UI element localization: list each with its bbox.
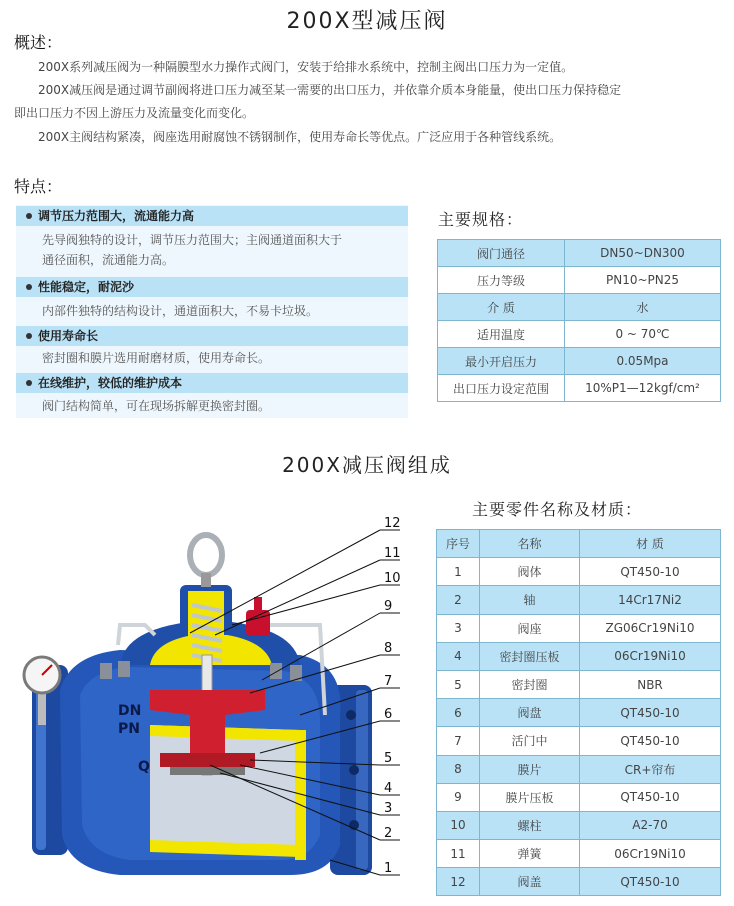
svg-text:Q: Q — [138, 759, 150, 775]
callout-labels — [384, 516, 401, 876]
pilot-valve — [246, 597, 270, 636]
table-row — [437, 840, 721, 868]
callout-label: 8 — [384, 641, 393, 656]
overview-paragraph-3: 200X主阀结构紧凑，阀座选用耐腐蚀不锈钢制作，使用寿命长等优点。广泛应用于各种管线系统。 — [38, 130, 562, 144]
table-cell: 1 — [437, 558, 480, 586]
table-cell: 12 — [437, 868, 480, 896]
overview-paragraph-2-cont: 即出口压力不因上游压力及流量变化而变化。 — [14, 106, 255, 120]
table-cell: 膜片压板 — [480, 783, 580, 811]
composition-title: 200X减压阀组成 — [282, 453, 452, 477]
table-cell: 6 — [437, 699, 480, 727]
table-cell: 轴 — [480, 586, 580, 614]
parts-heading: 主要零件名称及材质： — [472, 500, 643, 519]
table-cell: 11 — [437, 840, 480, 868]
table-row: 最小开启压力 0.05Mpa — [438, 348, 721, 375]
cutaway-section — [150, 725, 306, 860]
callout-label: 11 — [384, 546, 401, 561]
bullet-icon — [26, 284, 32, 290]
table-cell: 弹簧 — [480, 840, 580, 868]
table-row — [437, 699, 721, 727]
feature-desc: 密封圈和膜片选用耐磨材质，使用寿命长。 — [42, 351, 271, 365]
table-cell: 2 — [437, 586, 480, 614]
table-row — [437, 755, 721, 783]
table-row — [437, 783, 721, 811]
callout-label: 3 — [384, 801, 393, 816]
parts-table — [436, 529, 721, 896]
table-cell: 8 — [437, 755, 480, 783]
body-marking: DN — [118, 703, 142, 719]
callout-label: 2 — [384, 826, 393, 841]
callout-label: 6 — [384, 707, 393, 722]
callout-label: 7 — [384, 674, 393, 689]
table-cell: 4 — [437, 642, 480, 670]
bullet-icon — [26, 333, 32, 339]
table-cell: CR+帘布 — [580, 755, 721, 783]
valve-cutaway-diagram — [0, 515, 430, 906]
table-row: 出口压力设定范围 10%P1—12kgf/cm² — [438, 375, 721, 402]
table-header-row: 序号 名称 材 质 — [437, 530, 721, 558]
table-cell: 06Cr19Ni10 — [580, 840, 721, 868]
table-cell: QT450-10 — [580, 699, 721, 727]
bullet-icon — [26, 380, 32, 386]
table-row — [437, 727, 721, 755]
table-cell: QT450-10 — [580, 868, 721, 896]
table-cell: 密封圈压板 — [480, 642, 580, 670]
table-row — [437, 614, 721, 642]
table-cell: A2-70 — [580, 811, 721, 839]
table-row: 阀门通径 DN50~DN300 — [438, 240, 721, 267]
callout-label: 5 — [384, 751, 393, 766]
table-row — [437, 642, 721, 670]
table-row: 适用温度 0 ~ 70℃ — [438, 321, 721, 348]
feature-title: 性能稳定，耐泥沙 — [16, 277, 408, 297]
feature-desc: 内部件独特的结构设计，通道面积大，不易卡垃圾。 — [42, 304, 319, 318]
table-row: 压力等级 PN10~PN25 — [438, 267, 721, 294]
feature-title: 使用寿命长 — [16, 326, 408, 346]
table-row — [437, 670, 721, 698]
feature-title: 调节压力范围大，流通能力高 — [16, 206, 408, 226]
table-row — [437, 811, 721, 839]
callout-label: 10 — [384, 571, 401, 586]
overview-paragraph-2: 200X减压阀是通过调节副阀将进口压力减至某一需要的出口压力，并依靠介质本身能量，使出口压力保持稳定 — [38, 83, 622, 97]
callout-label: 9 — [384, 599, 393, 614]
table-cell: QT450-10 — [580, 727, 721, 755]
features-panel — [16, 205, 408, 418]
table-cell: 阀体 — [480, 558, 580, 586]
table-cell: QT450-10 — [580, 783, 721, 811]
table-cell: 阀盖 — [480, 868, 580, 896]
specs-table — [437, 239, 721, 402]
feature-desc: 先导阀独特的设计，调节压力范围大；主阀通道面积大于 — [42, 233, 343, 247]
table-cell: 9 — [437, 783, 480, 811]
table-cell: 3 — [437, 614, 480, 642]
lifting-eye — [190, 535, 222, 587]
svg-text:PN: PN — [118, 721, 140, 737]
table-row — [437, 586, 721, 614]
table-cell: NBR — [580, 670, 721, 698]
table-row: 介 质 水 — [438, 294, 721, 321]
specs-heading: 主要规格： — [438, 210, 524, 229]
table-cell: 7 — [437, 727, 480, 755]
feature-desc: 阀门结构简单，可在现场拆解更换密封圈。 — [42, 399, 271, 413]
callout-label: 1 — [384, 861, 393, 876]
feature-title: 在线维护，较低的维护成本 — [16, 373, 408, 393]
table-cell: 活门中 — [480, 727, 580, 755]
page-title: 200X型减压阀 — [286, 9, 448, 34]
table-row — [437, 558, 721, 586]
table-cell: 14Cr17Ni2 — [580, 586, 721, 614]
bullet-icon — [26, 213, 32, 219]
callout-label: 12 — [384, 516, 401, 531]
overview-paragraph-1: 200X系列减压阀为一种隔膜型水力操作式阀门，安装于给排水系统中，控制主阀出口压力为一定值。 — [38, 60, 574, 74]
callout-label: 4 — [384, 781, 393, 796]
features-heading: 特点： — [14, 177, 63, 196]
table-cell: 阀盘 — [480, 699, 580, 727]
table-cell: 阀座 — [480, 614, 580, 642]
table-cell: 06Cr19Ni10 — [580, 642, 721, 670]
table-cell: 5 — [437, 670, 480, 698]
feature-desc: 通径面积，流通能力高。 — [42, 253, 175, 267]
table-cell: 膜片 — [480, 755, 580, 783]
overview-heading: 概述： — [14, 33, 63, 52]
table-cell: 螺柱 — [480, 811, 580, 839]
table-cell: 10 — [437, 811, 480, 839]
table-row — [437, 868, 721, 896]
table-cell: 密封圈 — [480, 670, 580, 698]
table-cell: ZG06Cr19Ni10 — [580, 614, 721, 642]
table-cell: QT450-10 — [580, 558, 721, 586]
